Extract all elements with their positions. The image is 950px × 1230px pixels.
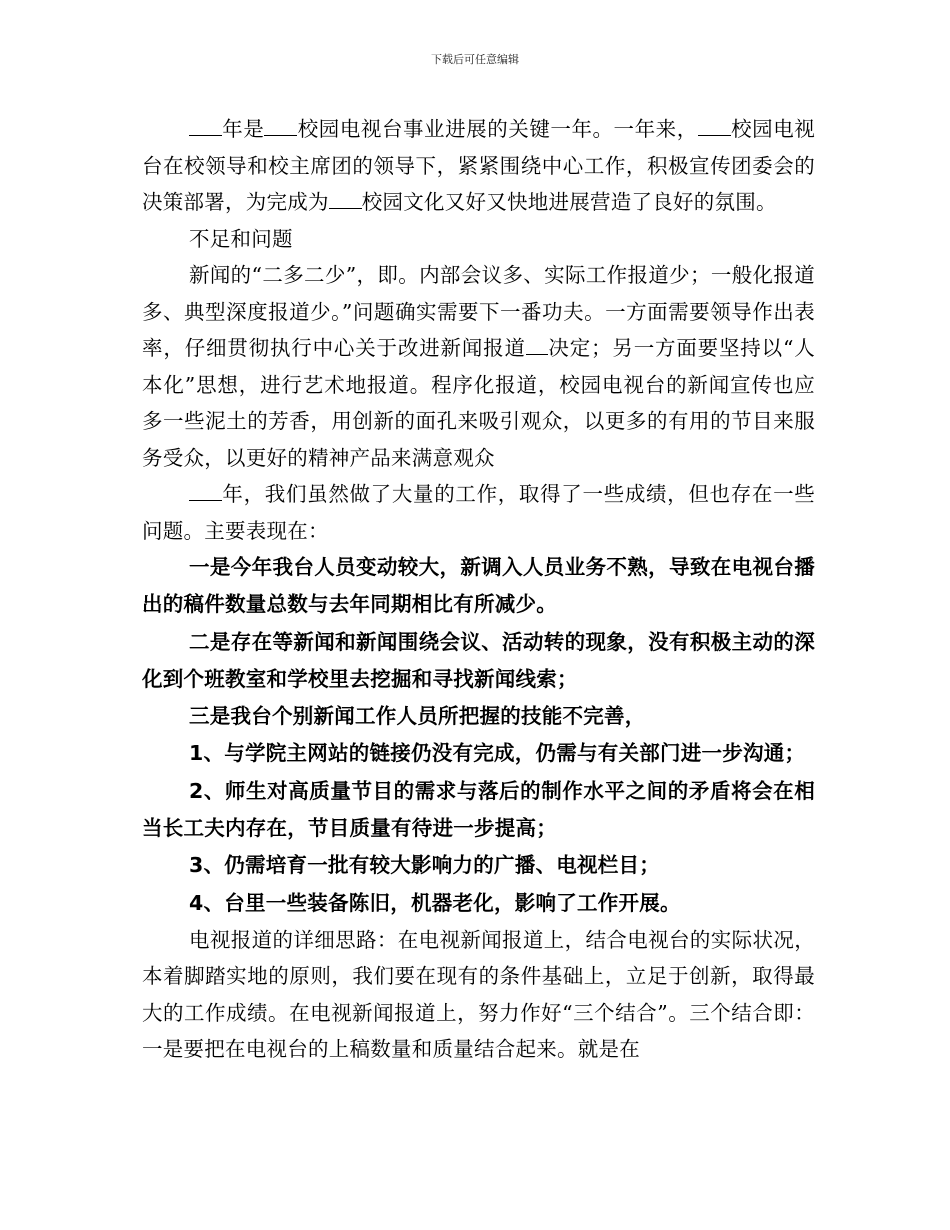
blank-fill-line [698,117,731,136]
blank-fill-line [189,482,222,501]
paragraph-p12 [142,922,815,1068]
paragraph-p11 [142,885,815,922]
paragraph-text: 校园文化又好又快地进展营造了良好的氛围。 [361,190,777,214]
paragraph-text: 决定；另一方面要坚持以“人本化”思想，进行艺术地报道。程序化报道，校园电视台的新闻宣传也应多一些泥土的芳香，用创新的面孔来吸引观众，以更多的有用的节目来服务受众，以更好的精神产品来满意观众 [142,336,816,470]
paragraph-text: 不足和问题 [189,226,293,251]
paragraph-p9 [142,773,815,848]
paragraph-text: 1、与学院主网站的链接仍没有完成，仍需与有关部门进一步沟通； [189,741,806,766]
paragraph-text: 新闻的“二多二少”，即。内部会议多、实际工作报道少；一般化报道多、典型深度报道少。”问题确实需要下一番功夫。一方面需要领导作出表率，仔细贯彻执行中心关于改进新闻报道 [142,263,815,360]
paragraph-text: 3、仍需培育一批有较大影响力的广播、电视栏目； [189,853,661,878]
blank-fill-line [189,117,222,136]
paragraph-p7 [142,698,815,735]
paragraph-p8 [142,735,815,772]
paragraph-text: 4、台里一些装备陈旧，机器老化，影响了工作开展。 [189,890,681,915]
paragraph-p3 [142,257,815,476]
blank-fill-line [526,336,548,355]
document-body [142,111,815,1068]
paragraph-p4 [142,476,815,549]
paragraph-p10 [142,847,815,884]
paragraph-text: 电视报道的详细思路：在电视新闻报道上，结合电视台的实际状况，本着脚踏实地的原则，我们要在现有的条件基础上，立足于创新，取得最大的工作成绩。在电视新闻报道上，努力作好“三个结合”。三个结合即：一是要把在电视台的上稿数量和质量结合起来。就是在 [142,927,815,1062]
paragraph-p6 [142,624,815,699]
blank-fill-line [329,190,362,209]
paragraph-p2 [142,221,815,258]
paragraph-text: 校园电视台在校领导和校主席团的领导下，紧紧围绕中心工作，积极宣传团委会的决策部署，为完成为 [142,117,816,214]
paragraph-text: 2、师生对高质量节目的需求与落后的制作水平之间的矛盾将会在相当长工夫内存在，节目质量有待进一步提高； [142,778,815,841]
blank-fill-line [264,117,297,136]
paragraph-text: 年是 [222,117,265,141]
paragraph-text: 三是我台个别新闻工作人员所把握的技能不完善， [189,704,646,729]
paragraph-p5 [142,549,815,624]
paragraph-text: 校园电视台事业进展的关键一年。一年来， [297,117,698,141]
paragraph-p1 [142,111,815,221]
paragraph-text: 年，我们虽然做了大量的工作，取得了一些成绩，但也存在一些问题。主要表现在： [142,482,815,543]
paragraph-text: 一是今年我台人员变动较大，新调入人员业务不熟，导致在电视台播出的稿件数量总数与去年同期相比有所减少。 [142,555,815,617]
page-header: 下载后可任意编辑 [431,53,519,66]
paragraph-text: 二是存在等新闻和新闻围绕会议、活动转的现象，没有积极主动的深化到个班教室和学校里去挖掘和寻找新闻线索； [142,629,815,691]
